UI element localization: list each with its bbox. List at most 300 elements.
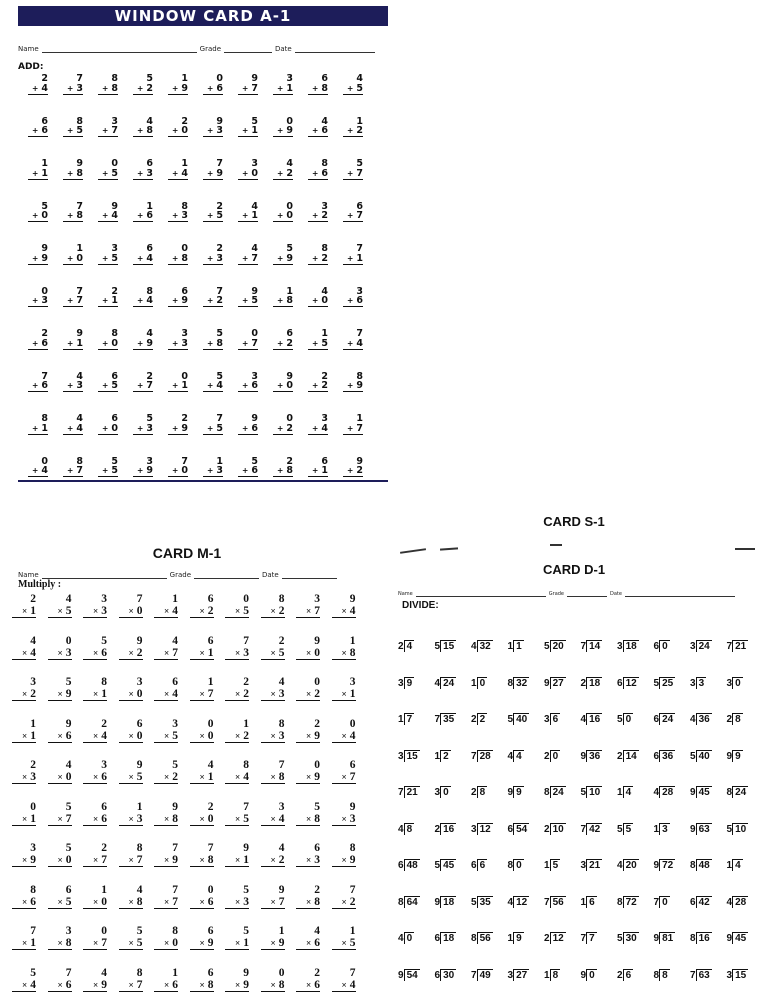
problem — [343, 372, 363, 393]
divisor: 3 — [617, 641, 623, 652]
bottom-operand-value: 4 — [146, 252, 153, 264]
top-operand: 9 — [251, 285, 258, 297]
operator: + — [32, 381, 39, 391]
bottom-operand — [28, 169, 48, 180]
bottom-operand — [296, 647, 320, 660]
problem — [133, 74, 153, 95]
top-operand: 4 — [356, 73, 363, 84]
operator: + — [137, 423, 144, 433]
operator: + — [172, 83, 179, 93]
operator: × — [199, 896, 205, 907]
operator: × — [57, 730, 63, 741]
grade-label: Grade — [548, 591, 565, 597]
operator: × — [128, 979, 134, 990]
bottom-operand — [273, 254, 293, 265]
bottom-operand — [308, 424, 328, 435]
divisor: 3 — [726, 969, 733, 981]
problem — [238, 159, 258, 180]
bottom-operand — [168, 381, 188, 392]
top-operand: 5 — [111, 455, 118, 467]
top-operand: 7 — [278, 759, 285, 771]
top-operand: 7 — [30, 925, 36, 937]
bottom-operand — [273, 211, 293, 222]
dividend: 2 — [477, 713, 488, 725]
operator: + — [137, 126, 144, 136]
bottom-operand-value: 7 — [278, 895, 285, 908]
divisor: 3 — [507, 969, 514, 981]
bottom-operand-value: 6 — [101, 771, 107, 784]
name-field[interactable] — [42, 44, 197, 53]
operator: × — [341, 689, 347, 700]
bottom-operand — [261, 854, 285, 867]
problem — [83, 593, 107, 618]
problem — [225, 676, 249, 701]
division-problem — [617, 896, 639, 909]
problem — [63, 202, 83, 223]
name-label: Name — [398, 591, 413, 597]
division-problem — [508, 750, 524, 763]
division-problem — [471, 823, 493, 836]
bottom-operand-value: 4 — [172, 605, 178, 618]
bottom-operand-value: 7 — [76, 465, 83, 477]
top-operand: 4 — [65, 759, 72, 771]
top-operand: 6 — [111, 370, 118, 382]
bottom-operand-value: 2 — [243, 688, 249, 701]
bottom-operand-value: 8 — [216, 337, 223, 349]
dividend: 42 — [586, 823, 602, 835]
bottom-operand-value: 5 — [111, 380, 118, 392]
problem — [343, 202, 363, 223]
operator: + — [172, 338, 179, 348]
operator: + — [277, 296, 284, 306]
operator: + — [312, 338, 319, 348]
top-operand: 3 — [321, 413, 328, 424]
operator: + — [102, 126, 109, 136]
window-card-a1 — [6, 4, 388, 492]
bottom-operand-value: 1 — [321, 465, 328, 477]
top-operand: 1 — [76, 243, 83, 254]
division-problem — [654, 786, 676, 799]
top-operand: 2 — [41, 328, 48, 339]
bottom-operand — [203, 296, 223, 307]
top-operand: 9 — [172, 800, 178, 813]
divisor: 8 — [690, 933, 696, 944]
bottom-operand — [203, 254, 223, 265]
grade-field[interactable] — [194, 570, 259, 579]
operator: + — [277, 381, 284, 391]
grade-label: Grade — [199, 45, 221, 53]
problem — [119, 676, 143, 701]
divisor: 6 — [653, 714, 660, 725]
bottom-operand — [203, 84, 223, 95]
problem — [63, 414, 83, 435]
division-problem — [727, 640, 749, 653]
divisor: 6 — [434, 933, 441, 944]
division-problem — [727, 713, 743, 726]
problem — [308, 74, 328, 95]
problem — [154, 925, 178, 950]
bottom-operand — [190, 854, 214, 867]
bottom-operand-value: 7 — [101, 937, 107, 950]
bottom-operand-value: 0 — [251, 167, 258, 179]
bottom-operand — [332, 647, 356, 660]
bottom-operand — [343, 296, 363, 307]
dividend: 54 — [513, 823, 529, 835]
date-field[interactable] — [625, 588, 735, 597]
dividend: 0 — [732, 677, 743, 689]
dividend: 20 — [623, 859, 639, 871]
bottom-operand-value: 3 — [216, 465, 223, 477]
division-problem — [435, 750, 451, 763]
operator: × — [306, 647, 312, 658]
division-problem — [471, 713, 487, 726]
divisor: 9 — [434, 896, 441, 908]
division-problem — [435, 896, 457, 909]
problem — [154, 842, 178, 867]
bottom-operand-value: 4 — [172, 688, 178, 701]
division-problem — [508, 713, 530, 726]
name-field[interactable] — [42, 570, 167, 579]
bottom-operand-value: 5 — [349, 937, 356, 950]
dividend: 12 — [477, 823, 493, 835]
operator: + — [312, 168, 319, 178]
top-operand: 9 — [251, 73, 258, 84]
top-operand: 5 — [243, 883, 249, 896]
top-operand: 3 — [111, 243, 118, 254]
dividend: 27 — [550, 677, 566, 689]
bottom-operand — [12, 647, 36, 660]
problem — [83, 967, 107, 992]
bottom-operand — [308, 211, 328, 222]
division-problem — [690, 932, 712, 945]
grade-field[interactable] — [567, 588, 607, 597]
dividend: 5 — [550, 859, 561, 871]
problem — [308, 329, 328, 350]
problem — [12, 718, 36, 743]
bottom-operand — [98, 296, 118, 307]
top-operand: 3 — [251, 158, 258, 169]
problem — [28, 329, 48, 350]
top-operand: 6 — [207, 925, 214, 937]
divisor: 8 — [544, 787, 550, 798]
operator: + — [312, 126, 319, 136]
divisor: 6 — [653, 641, 660, 652]
dividend: 15 — [440, 640, 456, 652]
top-operand: 2 — [101, 717, 107, 730]
operator: + — [32, 126, 39, 136]
bottom-operand — [332, 937, 356, 950]
date-label: Date — [275, 45, 292, 53]
problem — [28, 244, 48, 265]
problem — [168, 74, 188, 95]
division-problem — [617, 932, 639, 945]
bottom-operand-value: 2 — [278, 854, 285, 867]
operator: × — [93, 606, 99, 617]
operator: × — [306, 979, 312, 990]
divisor: 8 — [726, 787, 733, 798]
problem — [83, 718, 107, 743]
divisor: 9 — [544, 677, 550, 689]
bottom-operand-value: 3 — [136, 812, 143, 825]
top-operand: 9 — [65, 717, 72, 730]
top-operand: 0 — [101, 925, 107, 937]
operator: + — [32, 423, 39, 433]
operator: × — [306, 813, 312, 824]
problem — [343, 287, 363, 308]
problem — [12, 884, 36, 909]
top-operand: 2 — [216, 200, 223, 212]
bottom-operand-value: 3 — [243, 646, 249, 659]
bottom-operand-value: 6 — [321, 167, 328, 179]
top-operand: 4 — [251, 243, 258, 254]
bottom-operand — [119, 605, 143, 618]
bottom-operand-value: 7 — [146, 380, 153, 392]
dividend: 28 — [477, 750, 493, 762]
operator: × — [199, 979, 205, 990]
top-operand: 4 — [172, 634, 178, 647]
bottom-operand-value: 5 — [111, 465, 118, 477]
bottom-operand — [261, 647, 285, 660]
operator: + — [242, 338, 249, 348]
top-operand: 0 — [65, 634, 72, 647]
bottom-operand-value: 0 — [65, 854, 72, 867]
top-operand: 2 — [314, 717, 320, 730]
divisor: 6 — [617, 677, 623, 689]
divisor: 5 — [434, 860, 441, 871]
top-operand: 1 — [136, 800, 143, 813]
bottom-operand — [48, 771, 72, 784]
dividend: 9 — [513, 786, 524, 798]
bottom-operand — [28, 126, 48, 137]
add-section-label: ADD: — [18, 62, 44, 72]
bottom-operand — [225, 854, 249, 867]
bottom-operand — [190, 813, 214, 826]
division-problem — [435, 677, 457, 690]
name-label: Name — [18, 571, 39, 579]
problem — [203, 244, 223, 265]
top-operand: 5 — [172, 759, 178, 771]
bottom-operand — [225, 688, 249, 701]
grade-field[interactable] — [224, 44, 272, 53]
division-problem — [398, 896, 420, 909]
operator: + — [207, 338, 214, 348]
operator: × — [57, 979, 63, 990]
date-field[interactable] — [295, 44, 375, 53]
operator: × — [57, 938, 63, 949]
bottom-operand — [261, 605, 285, 618]
dividend: 12 — [513, 896, 529, 908]
division-problem — [471, 750, 493, 763]
bottom-operand-value: 1 — [30, 605, 36, 618]
operator: + — [67, 211, 74, 221]
bottom-operand — [154, 771, 178, 784]
top-operand: 4 — [30, 634, 36, 647]
card-m1-form-line — [18, 570, 368, 579]
operator: × — [235, 979, 241, 990]
operator: + — [172, 211, 179, 221]
top-operand: 3 — [314, 593, 320, 605]
division-problem — [435, 969, 457, 982]
bottom-operand — [154, 605, 178, 618]
top-operand: 8 — [172, 925, 178, 937]
top-operand: 4 — [286, 158, 293, 169]
top-operand: 7 — [172, 842, 178, 854]
divisor: 7 — [471, 750, 477, 762]
operator: + — [312, 381, 319, 391]
division-problem — [727, 677, 743, 690]
bottom-operand — [308, 126, 328, 137]
division-problem — [690, 823, 712, 836]
problem — [343, 159, 363, 180]
problem — [203, 159, 223, 180]
bottom-operand-value: 8 — [207, 854, 214, 867]
top-operand: 5 — [41, 200, 48, 212]
divisor: 9 — [653, 860, 660, 871]
divisor: 7 — [434, 714, 441, 725]
problem — [308, 457, 328, 478]
bottom-operand-value: 7 — [251, 82, 258, 94]
problem — [119, 884, 143, 909]
bottom-operand — [296, 688, 320, 701]
bottom-operand — [133, 466, 153, 477]
division-problem — [654, 677, 676, 690]
division-problem — [435, 932, 457, 945]
operator: + — [67, 466, 74, 476]
problem — [63, 372, 83, 393]
operator: × — [93, 938, 99, 949]
problem — [225, 801, 249, 826]
dividend: 36 — [586, 750, 602, 762]
bottom-operand — [238, 169, 258, 180]
problem — [119, 801, 143, 826]
bottom-operand — [332, 896, 356, 909]
problem — [154, 759, 178, 784]
name-field[interactable] — [416, 588, 546, 597]
bottom-operand — [238, 381, 258, 392]
dividend: 0 — [513, 859, 524, 871]
dividend: 45 — [440, 859, 456, 871]
bottom-operand — [63, 381, 83, 392]
bottom-operand — [168, 424, 188, 435]
operator: × — [341, 813, 347, 824]
bottom-operand — [308, 84, 328, 95]
problem — [190, 925, 214, 950]
division-problem — [544, 677, 566, 690]
problem — [273, 74, 293, 95]
operator: + — [347, 338, 354, 348]
operator: + — [207, 83, 214, 93]
divisor: 2 — [617, 750, 623, 762]
divisor: 3 — [580, 860, 587, 871]
operator: + — [277, 211, 284, 221]
bottom-operand — [154, 854, 178, 867]
problem — [12, 593, 36, 618]
division-problem — [471, 677, 487, 690]
bottom-operand-value: 1 — [251, 125, 258, 137]
bottom-operand-value: 9 — [146, 337, 153, 349]
division-problem — [654, 640, 670, 653]
operator: + — [32, 466, 39, 476]
problem — [273, 117, 293, 138]
bottom-operand-value: 1 — [207, 646, 214, 659]
bottom-operand — [343, 381, 363, 392]
operator: × — [164, 938, 170, 949]
top-operand: 6 — [207, 634, 214, 647]
operator: × — [128, 813, 134, 824]
problem — [238, 457, 258, 478]
division-problem — [398, 969, 420, 982]
problem — [28, 414, 48, 435]
top-operand: 1 — [41, 158, 48, 169]
division-problem — [581, 750, 603, 763]
dividend: 9 — [404, 677, 415, 689]
division-problem — [471, 640, 493, 653]
operator: × — [235, 647, 241, 658]
division-problem — [690, 786, 712, 799]
problem — [332, 842, 356, 867]
division-problem — [617, 713, 633, 726]
operator: × — [22, 979, 28, 990]
bottom-operand-value: 6 — [356, 295, 363, 307]
card-m1-title: CARD M-1 — [152, 545, 222, 561]
bottom-operand — [119, 813, 143, 826]
dividend: 24 — [732, 786, 748, 798]
bottom-operand-value: 9 — [286, 252, 293, 264]
dividend: 9 — [513, 932, 524, 944]
operator: + — [67, 381, 74, 391]
bottom-operand-value: 3 — [216, 252, 223, 264]
problem — [343, 117, 363, 138]
bottom-operand — [238, 84, 258, 95]
divide-section-label: DIVIDE: — [402, 600, 439, 611]
top-operand: 0 — [181, 243, 188, 254]
problem — [98, 287, 118, 308]
operator: + — [207, 168, 214, 178]
top-operand: 2 — [30, 759, 36, 771]
dividend: 7 — [404, 713, 415, 725]
division-problem — [398, 932, 414, 945]
bottom-operand-value: 1 — [286, 82, 293, 94]
bottom-operand — [28, 296, 48, 307]
bottom-operand-value: 6 — [30, 895, 36, 908]
problem — [190, 967, 214, 992]
operator: × — [93, 772, 99, 783]
problem — [190, 718, 214, 743]
bottom-operand-value: 4 — [321, 422, 328, 434]
operator: + — [347, 253, 354, 263]
bottom-operand-value: 2 — [146, 82, 153, 94]
bottom-operand-value: 0 — [181, 465, 188, 477]
dividend: 24 — [550, 786, 566, 798]
division-problem — [508, 677, 530, 690]
divisor: 5 — [653, 677, 660, 689]
top-operand: 7 — [216, 158, 223, 169]
problem — [273, 414, 293, 435]
problem — [203, 287, 223, 308]
problem — [238, 202, 258, 223]
top-operand: 2 — [278, 634, 285, 647]
problem — [28, 287, 48, 308]
top-operand: 2 — [30, 593, 36, 605]
divisor: 2 — [471, 714, 477, 725]
problem — [83, 759, 107, 784]
operator: + — [32, 253, 39, 263]
problem — [261, 718, 285, 743]
top-operand: 3 — [101, 759, 107, 771]
date-field[interactable] — [282, 570, 337, 579]
bottom-operand-value: 1 — [251, 210, 258, 222]
dividend: 0 — [477, 677, 488, 689]
